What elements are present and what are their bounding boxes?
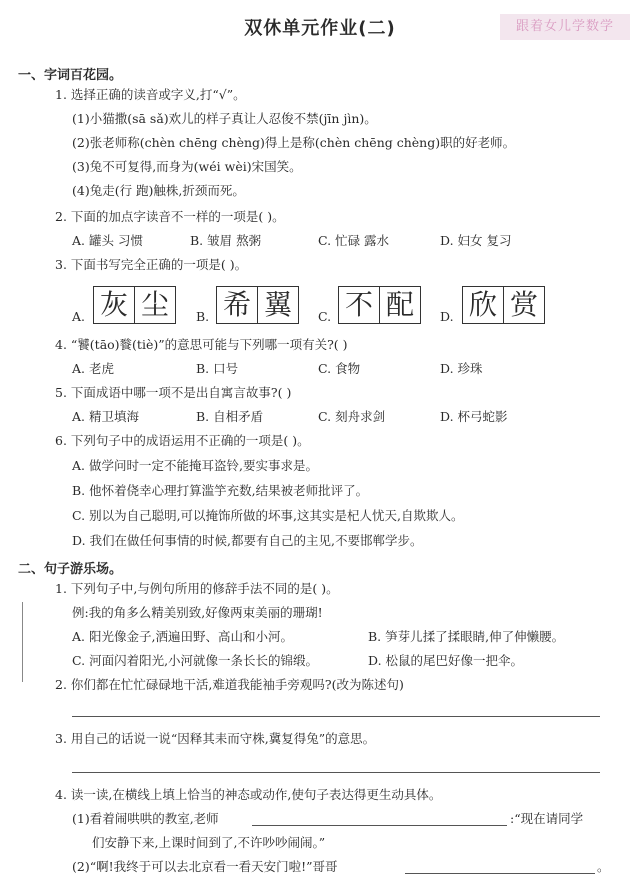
q5-option-b: B. 自相矛盾 bbox=[196, 409, 264, 424]
q7-example: 例:我的角多么精美别致,好像两束美丽的珊瑚! bbox=[72, 605, 323, 620]
q5-option-d: D. 杯弓蛇影 bbox=[440, 409, 508, 424]
q10-stem: 4. 读一读,在横线上填上恰当的神态或动作,使句子表达得更生动具体。 bbox=[55, 787, 442, 802]
q1-line-1: (1)小猫撒(sā sǎ)欢儿的样子真让人忍俊不禁(jīn jìn)。 bbox=[72, 111, 377, 126]
q2-option-b: B. 皱眉 熬粥 bbox=[190, 233, 262, 248]
q3-d-char-2: 赏 bbox=[509, 288, 538, 321]
page-title: 双休单元作业(二) bbox=[244, 18, 396, 39]
q7-option-b: B. 笋芽儿揉了揉眼睛,伸了伸懒腰。 bbox=[368, 629, 565, 644]
q1-line-4: (4)兔走(行 跑)触株,折颈而死。 bbox=[72, 183, 245, 198]
q3-a-char-1: 灰 bbox=[94, 287, 135, 323]
q7-option-a: A. 阳光像金子,洒遍田野、高山和小河。 bbox=[72, 629, 293, 644]
q2-option-c: C. 忙碌 露水 bbox=[318, 233, 390, 248]
q6-option-b: B. 他怀着侥幸心理打算滥竽充数,结果被老师批评了。 bbox=[72, 483, 369, 498]
q4-option-a: A. 老虎 bbox=[72, 361, 114, 376]
q3-label-b: B. bbox=[196, 309, 210, 324]
q3-box-d bbox=[462, 286, 545, 324]
q5-stem: 5. 下面成语中哪一项不是出自寓言故事?( ) bbox=[55, 385, 292, 400]
q3-label-c: C. bbox=[318, 309, 332, 324]
q1-line-2: (2)张老师称(chèn chēng chèng)得上是称(chèn chēng chèng)职的好老师。 bbox=[72, 135, 516, 150]
q2-option-a: A. 罐头 习惯 bbox=[72, 233, 143, 248]
q10-line-1b: :“现在请同学 bbox=[510, 811, 584, 826]
q8-stem: 2. 你们都在忙忙碌碌地干活,难道我能袖手旁观吗?(改为陈述句) bbox=[55, 677, 404, 692]
q10-line-2a: (2)“啊!我终于可以去北京看一看天安门啦!”哥哥 bbox=[72, 859, 338, 874]
q6-option-c: C. 别以为自己聪明,可以掩饰所做的坏事,这其实是杞人忧天,自欺欺人。 bbox=[72, 508, 464, 523]
q3-c-char-2: 配 bbox=[385, 288, 414, 321]
q3-box-a bbox=[93, 286, 176, 324]
q3-b-char-2: 翼 bbox=[263, 288, 292, 321]
q5-option-c: C. 刻舟求剑 bbox=[318, 409, 386, 424]
q1-line-3: (3)兔不可复得,而身为(wéi wèi)宋国笑。 bbox=[72, 159, 302, 174]
q8-answer-line[interactable] bbox=[72, 716, 600, 717]
q3-a-char-2: 尘 bbox=[140, 288, 169, 321]
q4-stem: 4. “饕(tāo)餮(tiè)”的意思可能与下列哪一项有关?( ) bbox=[55, 337, 348, 352]
q4-option-c: C. 食物 bbox=[318, 361, 361, 376]
q3-b-char-1: 希 bbox=[217, 287, 258, 323]
watermark-logo: 跟着女儿学数学 bbox=[500, 14, 630, 40]
section-heading-sentences: 二、句子游乐场。 bbox=[18, 562, 123, 577]
section-heading-words: 一、字词百花园。 bbox=[18, 68, 123, 83]
q6-option-d: D. 我们在做任何事情的时候,都要有自己的主见,不要邯郸学步。 bbox=[72, 533, 423, 548]
q3-stem: 3. 下面书写完全正确的一项是( )。 bbox=[55, 257, 248, 272]
q6-stem: 6. 下列句子中的成语运用不正确的一项是( )。 bbox=[55, 433, 310, 448]
q3-box-b bbox=[216, 286, 299, 324]
q2-option-d: D. 妇女 复习 bbox=[440, 233, 512, 248]
q5-option-a: A. 精卫填海 bbox=[72, 409, 139, 424]
q1-stem: 1. 选择正确的读音或字义,打“√”。 bbox=[55, 87, 246, 102]
q10-line-1c: 们安静下来,上课时间到了,不许吵吵闹闹。” bbox=[92, 835, 326, 850]
q10-answer-line-1[interactable] bbox=[252, 825, 507, 826]
q10-line-1a: (1)看着闹哄哄的教室,老师 bbox=[72, 811, 219, 826]
q7-option-d: D. 松鼠的尾巴好像一把伞。 bbox=[368, 653, 524, 668]
q9-answer-line[interactable] bbox=[72, 772, 600, 773]
q3-label-d: D. bbox=[440, 309, 454, 324]
q7-stem: 1. 下列句子中,与例句所用的修辞手法不同的是( )。 bbox=[55, 581, 339, 596]
q2-stem: 2. 下面的加点字读音不一样的一项是( )。 bbox=[55, 209, 285, 224]
q6-option-a: A. 做学问时一定不能掩耳盗铃,要实事求是。 bbox=[72, 458, 318, 473]
q4-option-d: D. 珍珠 bbox=[440, 361, 483, 376]
q10-answer-line-2[interactable] bbox=[405, 873, 595, 874]
q3-box-c bbox=[338, 286, 421, 324]
q9-stem: 3. 用自己的话说一说“因释其耒而守株,冀复得兔”的意思。 bbox=[55, 731, 376, 746]
q10-line-2b: 。 bbox=[597, 859, 610, 874]
q3-d-char-1: 欣 bbox=[463, 287, 504, 323]
q3-c-char-1: 不 bbox=[339, 287, 380, 323]
q7-option-c: C. 河面闪着阳光,小河就像一条长长的锦缎。 bbox=[72, 653, 319, 668]
bracket-divider bbox=[22, 602, 23, 682]
q4-option-b: B. 口号 bbox=[196, 361, 239, 376]
q3-label-a: A. bbox=[72, 309, 86, 324]
